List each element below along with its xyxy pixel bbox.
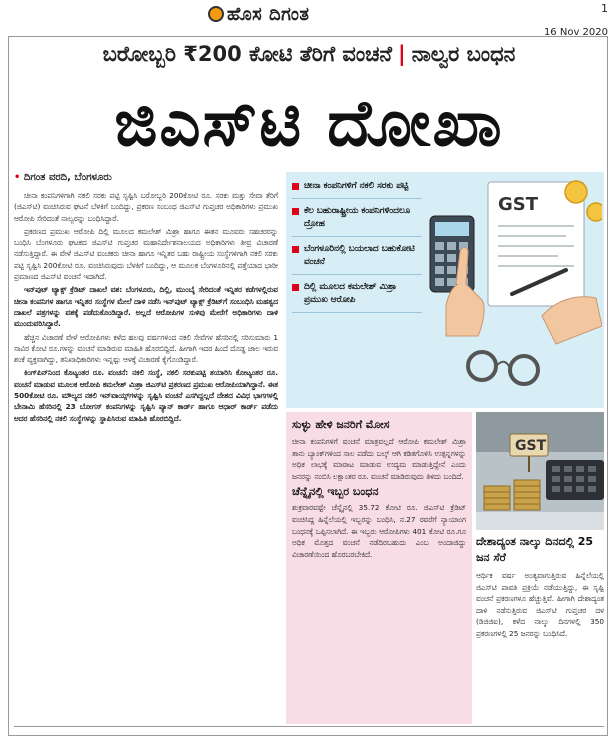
hand-icon [446, 283, 484, 336]
page-number: 1 [601, 2, 608, 15]
sidebar-heading: ಸುಳ್ಳು ಹೇಳಿ ಜನರಿಗೆ ಮೋಸ [292, 418, 390, 431]
main-story [14, 190, 278, 725]
coin-icon [587, 203, 602, 221]
byline [14, 172, 112, 183]
side-story-paragraph: ಆರ್ಥಿಕ ವರ್ಷ ಅಂತ್ಯವಾಗುತ್ತಿರುವ ಹಿನ್ನೆಲೆಯಲ್ಲಿ ಜಿಎಸ್‌ಟಿ ಪಾವತಿ ಪ್ರಕ್ರಿಯೆ ನಡೆಯುತ್ತಿದ್ದು, ಈ ಸೃಷ್ಟಿ ವಂಚನೆ ಪ್ರಕರಣಗಳೂ ಹೆಚ್ಚುತ್ತಿವೆ. ಹೀಗಾಗಿ ದೇಶಾದ್ಯಂತ ದಾಳಿ ನಡೆಸುತ್ತಿರುವ ಜಿಎಸ್‌ಟಿ ಗುಪ್ತಚರ ದಳ (ಡಿಜಿಜಿಐ), ಕಳೆದ ನಾಲ್ಕು ದಿನಗಳಲ್ಲಿ 350 ಪ್ರಕರಣಗಳಲ್ಲಿ 25 ಜನರನ್ನು ಬಂಧಿಸಿದೆ. [476, 571, 604, 638]
kicker-separator: | [398, 42, 406, 66]
highlights-list [292, 180, 422, 319]
highlight-item: ಕೆಲ ಬಹುರಾಷ್ಟ್ರೀಯ ಕಂಪನಿಗಳಿಂದಲೂ ದ್ರೋಹ [292, 205, 422, 237]
handcuffs-icon [468, 352, 496, 380]
gst-sign-text: GST [515, 438, 547, 454]
gst-coins-photo [476, 412, 604, 530]
sidebar-paragraph: ಚೀನಾ ಕಂಪನಿಗಳಿಗೆ ವಂಚನೆ ಮಾತ್ರವಲ್ಲದೆ ಆರೋಪಿ ಕಮಲೇಶ್ ಮಿಶ್ರಾ ತಾನು ಬ್ಯಾಂಕ್‌ಗಳಿಂದ ಸಾಲ ಪಡೆದು ಬಲ್ಕ್ ಆಗಿ ಕಡಿತಗೊಳಿಸಿ ಉತ್ಪನ್ನಗಳನ್ನು ಅಧಿಕ ಲಾಭಕ್ಕೆ ಮಾರಾಟ ಮಾಡುವ ಉದ್ಯಮ ಮಾಡುತ್ತಿದ್ದೇನೆ ಎಂದು ಜನರನ್ನು ನಂಬಿಸಿ ಲಕ್ಷಾಂತರ ರೂ. ವಂಚನೆ ಮಾಡಿರುವುದು ತಿಳಿದು ಬಂದಿದೆ. [292, 437, 466, 481]
kicker-right: ನಾಲ್ವರ ಬಂಧನ [411, 42, 516, 66]
issue-date: 16 Nov 2020 [543, 27, 608, 38]
story-paragraph: ಚೀನಾ ಕಂಪನಿಗಳಿಗಾಗಿ ನಕಲಿ ಸರಕು ಪಟ್ಟಿ ಸೃಷ್ಟಿಸಿ ಬರೋಬ್ಬರಿ 200ಕೋಟಿ ರೂ. ಸರಕು ಮತ್ತು ಸೇವಾ ತೆರಿಗೆ (ಜಿಎಸ್‌ಟಿ) ವಂಚಿಸಿರುವ ಘಟನೆ ಬೆಳಕಿಗೆ ಬಂದಿದ್ದು, ಪ್ರಕರಣ ಸಂಬಂಧ ಜಿಎಸ್‌ಟಿ ಗುಪ್ತಚರ ಅಧಿಕಾರಿಗಳು ಪ್ರಮುಖ ಆರೋಪಿ ಸೇರಿದಂತೆ ನಾಲ್ವರನ್ನು ಬಂಧಿಸಿದ್ದಾರೆ. [14, 191, 278, 223]
kicker-line [14, 42, 604, 78]
masthead [0, 0, 616, 38]
gst-form-label: GST [498, 194, 539, 215]
story-paragraph: ಇನ್‌ಪುಟ್ ಟ್ಯಾಕ್ಸ್ ಕ್ರೆಡಿಟ್ ದಾಖಲೆ ವಶ: ಬೆಂಗಳೂರು, ದಿಲ್ಲಿ, ಮುಂಬೈ ಸೇರಿದಂತೆ ಇನ್ನಿತರ ಕಡೆಗಳಲ್ಲಿರುವ ಚೀನಾ ಕಂಪನಿಗಳ ಹಾಗೂ ಇನ್ನಿತರ ಸಂಸ್ಥೆಗಳ ಮೇಲೆ ದಾಳಿ ನಡೆಸಿ ಇನ್‌ಪುಟ್ ಟ್ಯಾಕ್ಸ್ ಕ್ರೆಡಿಟ್‌ಗೆ ಸಂಬಂಧಿಸಿ ಮಹತ್ವದ ದಾಖಲೆ ಪತ್ರಗಳನ್ನು ವಶಕ್ಕೆ ಪಡೆದುಕೊಂಡಿದ್ದಾರೆ. ಅಲ್ಲದೆ ಆರೋಪಿಗಳ ಸುಳಿವು ಮೇರೆಗೆ ಅಧಿಕಾರಿಗಳು ದಾಳಿ ಮುಂದುವರಿಸಿದ್ದಾರೆ. [14, 285, 278, 329]
next-article-strip [14, 726, 604, 736]
highlight-item: ದಿಲ್ಲಿ ಮೂಲದ ಕಮಲೇಶ್ ಮಿಶ್ರಾ ಪ್ರಮುಖ ಆರೋಪಿ [292, 281, 422, 313]
gst-illustration [426, 176, 602, 404]
highlight-item: ಬೆಂಗಳೂರಿನಲ್ಲಿ ಬಯಲಾದ ಬಹುಕೋಟಿ ವಂಚನೆ [292, 243, 422, 275]
sidebar-subheading: ಚೆನ್ನೈನಲ್ಲಿ ಇಬ್ಬರ ಬಂಧನ [292, 485, 379, 499]
highlight-item: ಚೀನಾ ಕಂಪನಿಗಳಿಗೆ ನಕಲಿ ಸರಕು ಪಟ್ಟಿ [292, 180, 422, 199]
sidebar-paragraph: ಶುಕ್ರವಾರವಷ್ಟೇ ಚೆನ್ನೈನಲ್ಲಿ 35.72 ಕೋಟಿ ರೂ. ಜಿಎಸ್‌ಟಿ ಕ್ರೆಡಿಟ್ ವಂಚಿಸಿದ್ದ ಹಿನ್ನೆಲೆಯಲ್ಲಿ ಇಬ್ಬರನ್ನು ಬಂಧಿಸಿ, ನ.27 ರವರೆಗೆ ನ್ಯಾಯಾಂಗ ಬಂಧನಕ್ಕೆ ಒಪ್ಪಿಸಲಾಗಿದೆ. ಈ ಇಬ್ಬರು ಆರೋಪಿಗಳು 401 ಕೋಟಿ ರೂ.ಗೂ ಅಧಿಕ ಮೊತ್ತದ ವಂಚನೆ ನಡೆದಿರಬಹುದು ಎಂಬ ಅಂದಾಜಿದ್ದು ವಿಚಾರಣೆಯಿಂದ ಹೊರಬರಬೇಕಿದೆ. [292, 503, 466, 559]
story-paragraph: ಹೆಚ್ಚಿನ ವಿಚಾರಣೆ ವೇಳೆ ಆರೋಪಿಗಳು ಕಳೆದ ಹಲವು ವರ್ಷಗಳಿಂದ ನಕಲಿ ಸೇವೆಗಳ ಹೆಸರಿನಲ್ಲಿ ಸರಿಸುಮಾರು 1 ಸಾವಿರ ಕೋಟಿ ರೂ.ಗಳನ್ನು ವಂಚನೆ ಮಾಡಿರುವ ಮಾಹಿತಿ ಹೊರಬಿದ್ದಿದೆ. ಹೀಗಾಗಿ ಇದರ ಹಿಂದೆ ದೊಡ್ಡ ಜಾಲ ಇರುವ ಶಂಕೆ ವ್ಯಕ್ತವಾಗಿದ್ದು, ತನಿಖಾಧಿಕಾರಿಗಳು ಇನ್ನಷ್ಟು ಆಳಕ್ಕೆ ವಿಚಾರಣೆ ಕೈಗೊಂಡಿದ್ದಾರೆ. [14, 332, 278, 365]
highlights-box [286, 172, 604, 408]
story-paragraph: ಕಿಂಗ್‌ಪಿನ್‌ನಿಂದ ಕೊಟ್ಯಂತರ ರೂ. ವಂಚನೆ: ನಕಲಿ ಸಂಸ್ಥೆ, ನಕಲಿ ಸರಕುಪಟ್ಟಿ ತಯಾರಿಸಿ ಕೋಟ್ಯಂತರ ರೂ. ವಂಚನೆ ಮಾಡುವ ಮೂಲಕ ಆರೋಪಿ ಕಮಲೇಶ್ ಮಿಶ್ರಾ ಜಿಎಸ್‌ಟಿ ಪ್ರಕರಣದ ಪ್ರಮುಖ ಆರೋಪಿಯಾಗಿದ್ದಾನೆ. ಈತ 500ಕೋಟಿ ರೂ. ಮೌಲ್ಯದ ನಕಲಿ ಇನ್‌ವಾಯ್ಸ್‌ಗಳನ್ನು ಸೃಷ್ಟಿಸಿ ವಂಚನೆ ಎಸಗಿದ್ದಲ್ಲದೆ ದೇಶದ ವಿವಿಧ ಭಾಗಗಳಲ್ಲಿ ಬೇನಾಮಿ ಹೆಸರಿನಲ್ಲಿ 23 ಬೋಗಸ್ ಕಂಪನಿಗಳನ್ನು ಸೃಷ್ಟಿಸಿ ಪ್ಯಾನ್ ಕಾರ್ಡ್ ಹಾಗೂ ಆಧಾರ್ ಕಾರ್ಡ್ ಪಡೆದು ಅದರ ಹೆಸರಿನಲ್ಲಿ ನಕಲಿ ಸಂಸ್ಥೆಗಳನ್ನು ಸ್ಥಾಪಿಸಿರುವ ಮಾಹಿತಿ ಹೊರಬಿದ್ದಿದೆ. [14, 368, 278, 423]
byline-text: ದಿಗಂತ ವರದಿ, ಬೆಂಗಳೂರು [23, 172, 112, 183]
coin-icon [565, 181, 587, 203]
newspaper-logo [208, 4, 309, 25]
sidebar-box [286, 412, 472, 724]
side-story [476, 534, 604, 724]
story-paragraph: ಪ್ರಕರಣದ ಪ್ರಮುಖ ಆರೋಪಿ ದಿಲ್ಲಿ ಮೂಲದ ಕಮಲೇಶ್ ಮಿಶ್ರಾ ಹಾಗೂ ಈತನ ಮೂವರು ಸಹಚರರನ್ನು ಬಂಧಿಸಿ ಬೆಂಗಳೂರು ಘಟಕದ ಜಿಎಸ್‌ಟಿ ಗುಪ್ತಚರ ಮಹಾನಿರ್ದೇಶನಾಲಯದ ಅಧಿಕಾರಿಗಳು ತೀವ್ರ ವಿಚಾರಣೆ ನಡೆಸುತ್ತಿದ್ದಾರೆ. ಈ ವೇಳೆ ಜಿಎಸ್‌ಟಿ ವಂಚಕರು ಚೀನಾ ಹಾಗೂ ಇನ್ನಿತರ ಬಹು ರಾಷ್ಟ್ರೀಯ ಸಂಸ್ಥೆಗಳಿಗಾಗಿ ನಕಲಿ ಸರಕು ಪಟ್ಟಿ ಸೃಷ್ಟಿಸಿ 200ಕೋಟಿ ರೂ. ವಂಚಿಸಿರುವುದು ಬೆಳಕಿಗೆ ಬಂದಿದ್ದು, ಆ ಮೂಲಕ ಬೆಂಗಳೂರಿನಲ್ಲಿ ಪತ್ತೆಯಾದ ಭಾರೀ ಪ್ರಮಾಣದ ಜಿಎಸ್‌ಟಿ ವಂಚನೆ ಇದಾಗಿದೆ. [14, 226, 278, 282]
byline-bullet-icon: • [14, 172, 24, 183]
side-story-heading: ದೇಶಾದ್ಯಂತ ನಾಲ್ಕು ದಿನದಲ್ಲಿ 25 ಜನ ಸೆರೆ [476, 535, 594, 564]
kicker-left: ಬರೋಬ್ಬರಿ ₹200 ಕೋಟಿ ತೆರಿಗೆ ವಂಚನೆ [102, 42, 393, 66]
logo-emblem-icon [208, 6, 224, 22]
newspaper-name: ಹೊಸ ದಿಗಂತ [227, 4, 310, 25]
main-headline: ಜಿಎಸ್‌ಟಿ ದೋಖಾ [114, 87, 504, 161]
